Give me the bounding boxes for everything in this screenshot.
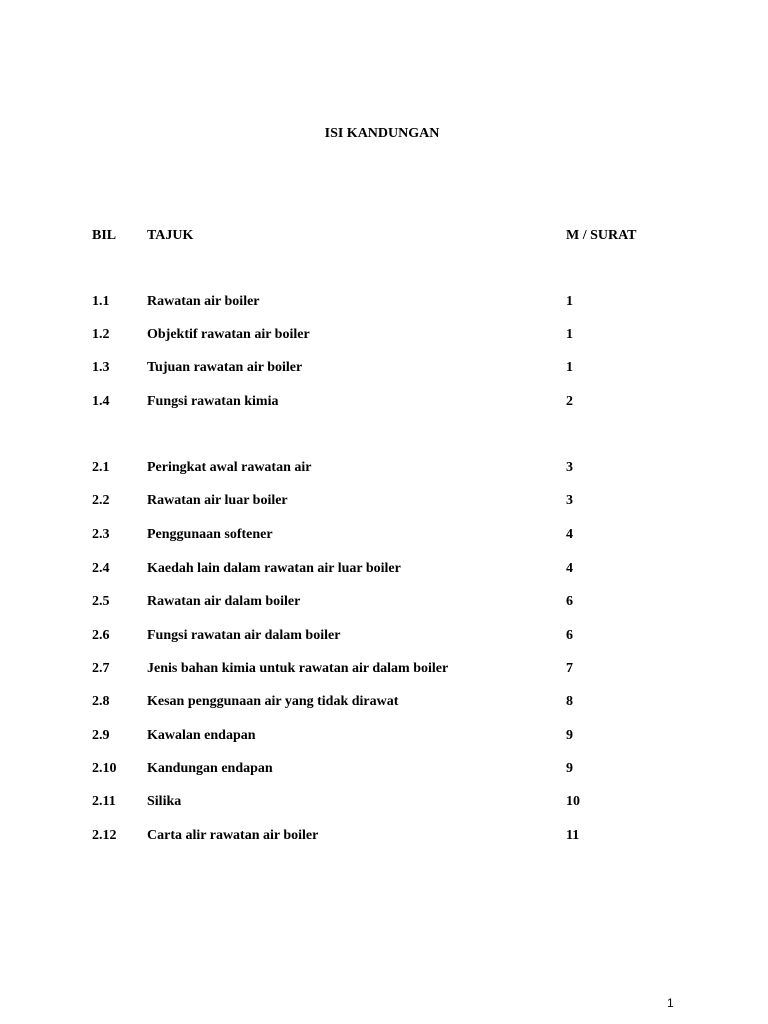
toc-page: 10 (566, 794, 580, 809)
toc-row (0, 325, 768, 345)
toc-bil: 2.4 (92, 561, 110, 576)
toc-row (0, 458, 768, 478)
toc-row (0, 726, 768, 746)
toc-row (0, 659, 768, 679)
toc-bil: 1.3 (92, 360, 110, 375)
toc-title: Kesan penggunaan air yang tidak dirawat (147, 694, 399, 709)
toc-bil: 2.11 (92, 794, 116, 809)
toc-title: Penggunaan softener (147, 527, 273, 542)
toc-page: 6 (566, 594, 573, 609)
toc-bil: 2.2 (92, 493, 110, 508)
toc-page: 2 (566, 394, 573, 409)
toc-title: Fungsi rawatan air dalam boiler (147, 628, 341, 643)
toc-row (0, 559, 768, 579)
toc-bil: 2.5 (92, 594, 110, 609)
toc-bil: 2.9 (92, 728, 110, 743)
toc-bil: 2.6 (92, 628, 110, 643)
toc-page: 3 (566, 493, 573, 508)
toc-title: Kawalan endapan (147, 728, 256, 743)
toc-bil: 2.10 (92, 761, 117, 776)
header-page: M / SURAT (566, 228, 637, 243)
toc-bil: 2.3 (92, 527, 110, 542)
toc-page: 1 (566, 294, 573, 309)
page-title: ISI KANDUNGAN (324, 126, 440, 141)
header-tajuk: TAJUK (147, 228, 194, 243)
toc-title: Rawatan air dalam boiler (147, 594, 301, 609)
table-header (0, 226, 768, 246)
toc-row (0, 525, 768, 545)
toc-bil: 1.2 (92, 327, 110, 342)
toc-title: Peringkat awal rawatan air (147, 460, 312, 475)
toc-row (0, 759, 768, 779)
toc-bil: 2.12 (92, 828, 117, 843)
page-number: 1 (667, 996, 674, 1010)
toc-title: Rawatan air boiler (147, 294, 260, 309)
toc-bil: 2.1 (92, 460, 110, 475)
header-bil: BIL (92, 228, 117, 243)
toc-title: Kandungan endapan (147, 761, 273, 776)
toc-title: Silika (147, 794, 182, 809)
toc-page: 6 (566, 628, 573, 643)
toc-title: Jenis bahan kimia untuk rawatan air dalam boiler (147, 661, 449, 676)
toc-page: 11 (566, 828, 580, 843)
toc-title: Carta alir rawatan air boiler (147, 828, 319, 843)
toc-title: Kaedah lain dalam rawatan air luar boiler (147, 561, 401, 576)
toc-page: 4 (566, 561, 573, 576)
toc-row (0, 692, 768, 712)
toc-title: Tujuan rawatan air boiler (147, 360, 303, 375)
toc-page: 8 (566, 694, 573, 709)
toc-bil: 2.8 (92, 694, 110, 709)
toc-row (0, 592, 768, 612)
toc-title: Objektif rawatan air boiler (147, 327, 310, 342)
toc-page: 3 (566, 460, 573, 475)
toc-page: 7 (566, 661, 573, 676)
toc-page: 9 (566, 761, 573, 776)
toc-bil: 1.4 (92, 394, 110, 409)
toc-page: 4 (566, 527, 573, 542)
toc-page: 1 (566, 360, 573, 375)
toc-row (0, 392, 768, 412)
toc-page: 1 (566, 327, 573, 342)
toc-row (0, 626, 768, 646)
toc-bil: 1.1 (92, 294, 110, 309)
toc-title: Rawatan air luar boiler (147, 493, 288, 508)
toc-row (0, 292, 768, 312)
toc-title: Fungsi rawatan kimia (147, 394, 279, 409)
toc-row (0, 491, 768, 511)
toc-bil: 2.7 (92, 661, 110, 676)
toc-page: 9 (566, 728, 573, 743)
toc-row (0, 792, 768, 812)
toc-row (0, 358, 768, 378)
toc-row (0, 826, 768, 846)
